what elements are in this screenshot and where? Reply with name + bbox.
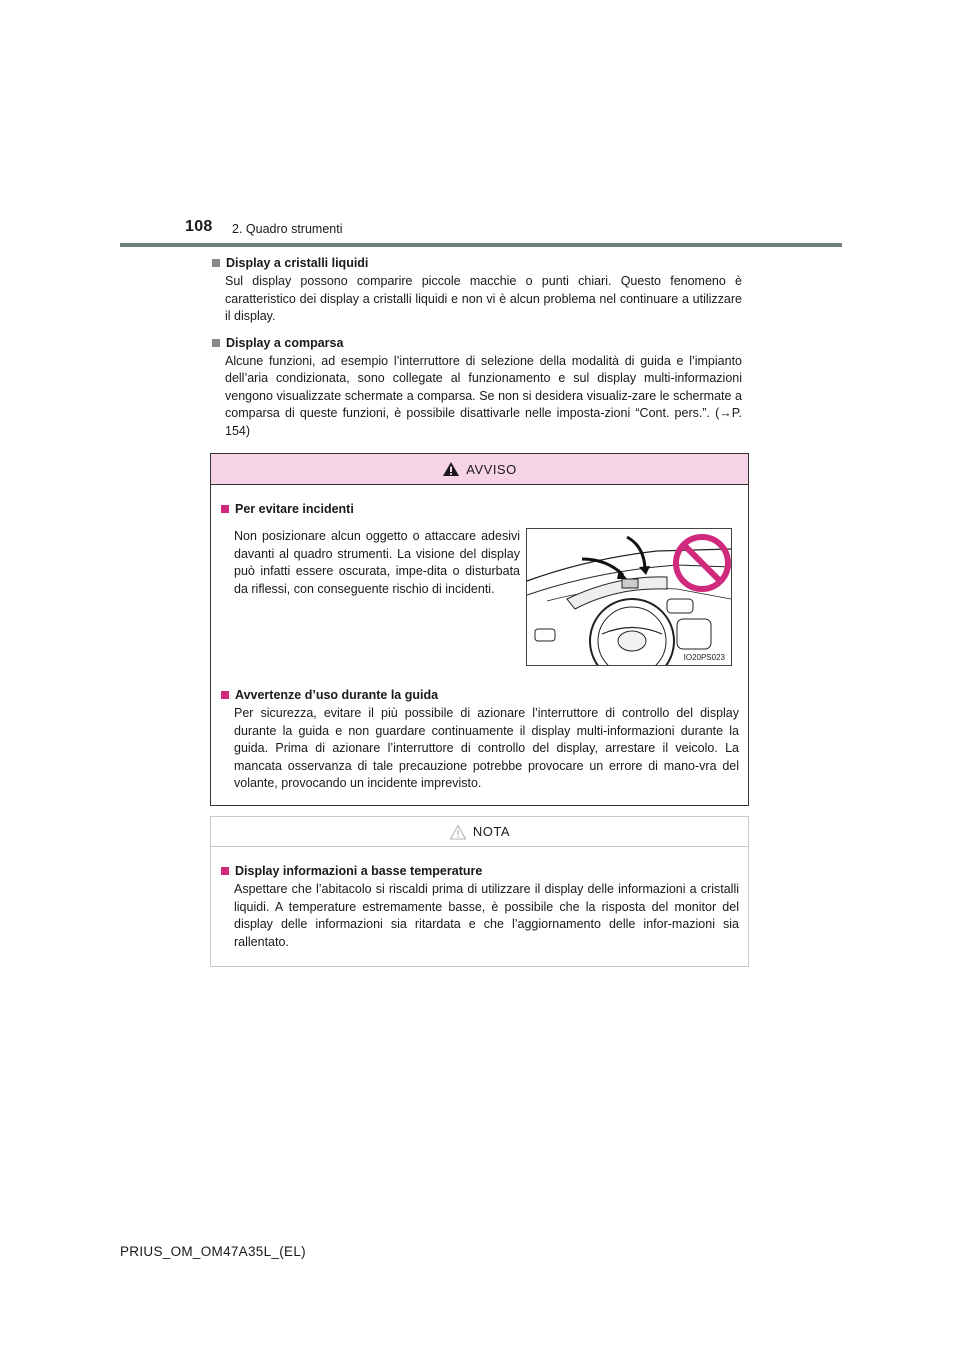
section-heading	[212, 254, 742, 272]
nota-label: NOTA	[472, 824, 511, 839]
nota-content	[211, 847, 748, 951]
section-popup	[212, 334, 742, 441]
dashboard-illustration	[526, 528, 732, 666]
item-body: Aspettare che l’abitacolo si riscaldi prima di utilizzare il display delle informazioni a cristalli liquidi. A temperature estremamente basse, è possibile che la risposta del monitor del display delle informazioni sia ritardata e che l’aggiornamento delle infor-mazioni sia rallentato.	[234, 882, 739, 949]
main-content	[212, 254, 742, 448]
avviso-header	[211, 454, 748, 485]
avviso-label: AVVISO	[466, 461, 517, 477]
warning-triangle-icon	[442, 461, 460, 477]
nota-header	[211, 817, 748, 847]
item-body: Per sicurezza, evitare il più possibile di azionare l’interruttore di controllo del display durante la guida e non guardare continuamente il display multi-informazioni durante la guida. Prima di azionare l’interruttore di controllo del display, arrestare il veicolo. La mancata osservanza di tale precauzione potrebbe provocare un errore di mano-vra del volante, provocando un incidente imprevisto.	[234, 706, 739, 790]
item-heading	[221, 862, 738, 880]
avviso-content	[211, 485, 748, 793]
item-driving	[221, 686, 738, 793]
dashboard-drawing	[527, 529, 731, 665]
section-heading	[212, 334, 742, 352]
square-bullet-icon	[221, 867, 229, 875]
image-code: IO20PS023	[683, 653, 725, 662]
document-code: PRIUS_OM_OM47A35L_(EL)	[120, 1244, 306, 1259]
square-bullet-icon	[221, 505, 229, 513]
page-number: 108	[185, 218, 213, 235]
square-bullet-icon	[212, 259, 220, 267]
caution-triangle-icon	[449, 824, 467, 840]
square-bullet-icon	[212, 339, 220, 347]
section-lcd	[212, 254, 742, 326]
item-title: Avvertenze d’uso durante la guida	[235, 688, 439, 702]
item-title: Per evitare incidenti	[235, 502, 354, 516]
section-body: Alcune funzioni, ad esempio l’interruttore di selezione della modalità di guida e l’impianto dell’aria condizionata, sono collegate al funzionamento e sul display multi-informazioni vengono visualizzate schermate a comparsa. Se non si desidera visualiz-zare le schermate a comparsa di queste funzioni, è possibile disattivarle nelle imposta-zioni “Cont. pers.”. (→P. 154)	[225, 353, 742, 438]
avviso-box	[210, 453, 749, 806]
item-row	[221, 528, 738, 666]
item-heading	[221, 686, 738, 704]
section-body: Sul display possono comparire piccole macchie o punti chiari. Questo fenomeno è caratteristico dei display a cristalli liquidi e non vi è alcun problema nel continuare a utilizzare il display.	[225, 274, 742, 323]
item-title: Display informazioni a basse temperature	[235, 864, 483, 878]
section-title: Display a cristalli liquidi	[226, 256, 369, 270]
square-bullet-icon	[221, 691, 229, 699]
section-title: Display a comparsa	[226, 335, 344, 350]
header-rule	[120, 243, 842, 247]
item-body: Non posizionare alcun oggetto o attaccare adesivi davanti al quadro strumenti. La visione del display può infatti essere oscurata, impe-dita o disturbata da riflessi, con conseguente rischio di incidenti.	[234, 529, 520, 596]
chapter-title: 2. Quadro strumenti	[232, 222, 343, 236]
item-heading	[221, 500, 738, 518]
nota-box	[210, 816, 749, 967]
